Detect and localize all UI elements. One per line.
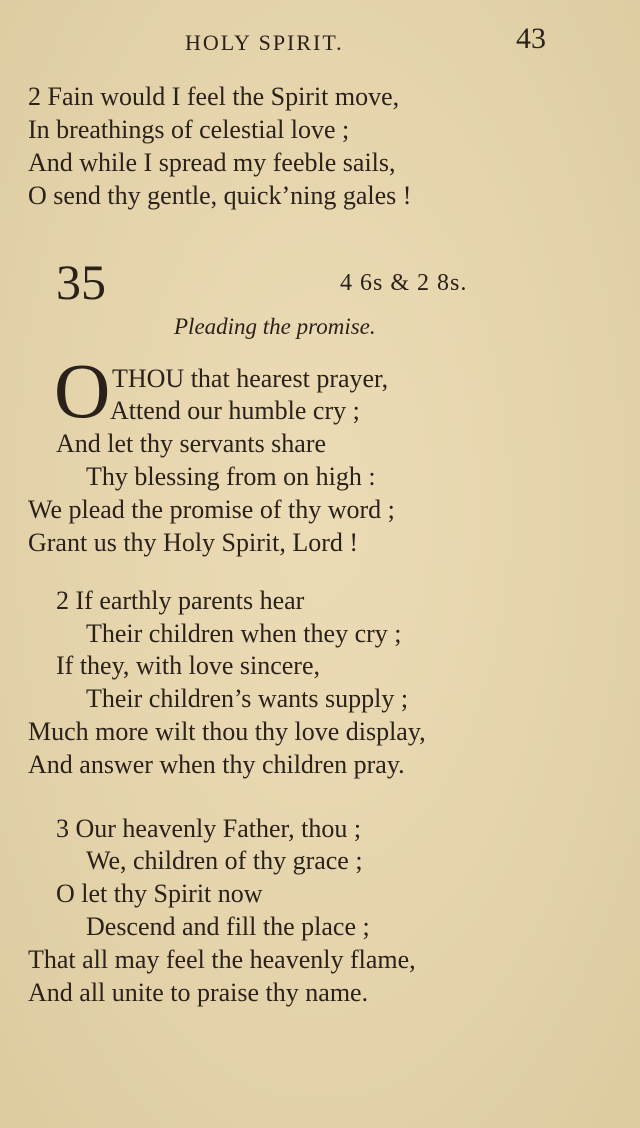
verse-line: That all may feel the heavenly flame, (28, 945, 416, 974)
verse-line: We, children of thy grace ; (86, 846, 363, 875)
hymn-number: 35 (56, 254, 106, 310)
running-head-title: HOLY SPIRIT. (185, 30, 344, 55)
hymn-subtitle: Pleading the promise. (174, 314, 376, 339)
verse-line: And all unite to praise thy name. (28, 978, 369, 1007)
verse-line: If they, with love sincere, (56, 651, 320, 680)
verse-line: 3 Our heavenly Father, thou ; (56, 814, 362, 843)
page-number: 43 (516, 22, 546, 55)
verse-line: O send thy gentle, quick’ning gales ! (28, 181, 412, 210)
verse-line: 2 Fain would I feel the Spirit move, (28, 82, 400, 111)
drop-cap: O (54, 347, 111, 434)
verse-line: Their children’s wants supply ; (86, 684, 409, 713)
verse-line: And answer when thy children pray. (28, 750, 405, 779)
running-head (0, 22, 640, 62)
verse-line: Descend and fill the place ; (86, 912, 370, 941)
verse-line: Thy blessing from on high : (86, 462, 376, 491)
verse-line: THOU that hearest prayer, (112, 364, 389, 393)
verse-line: Grant us thy Holy Spirit, Lord ! (28, 528, 359, 557)
verse-line: And let thy servants share (56, 429, 327, 458)
verse-line: In breathings of celestial love ; (28, 115, 350, 144)
hymn-meter: 4 6s & 2 8s. (340, 270, 468, 296)
verse-line: 2 If earthly parents hear (56, 586, 305, 615)
verse-line: Their children when they cry ; (86, 619, 402, 648)
verse-line: Much more wilt thou thy love display, (28, 717, 426, 746)
verse-line: We plead the promise of thy word ; (28, 495, 395, 524)
verse-line: And while I spread my feeble sails, (28, 148, 396, 177)
verse-line: Attend our humble cry ; (110, 396, 360, 425)
verse-line: O let thy Spirit now (56, 879, 263, 908)
